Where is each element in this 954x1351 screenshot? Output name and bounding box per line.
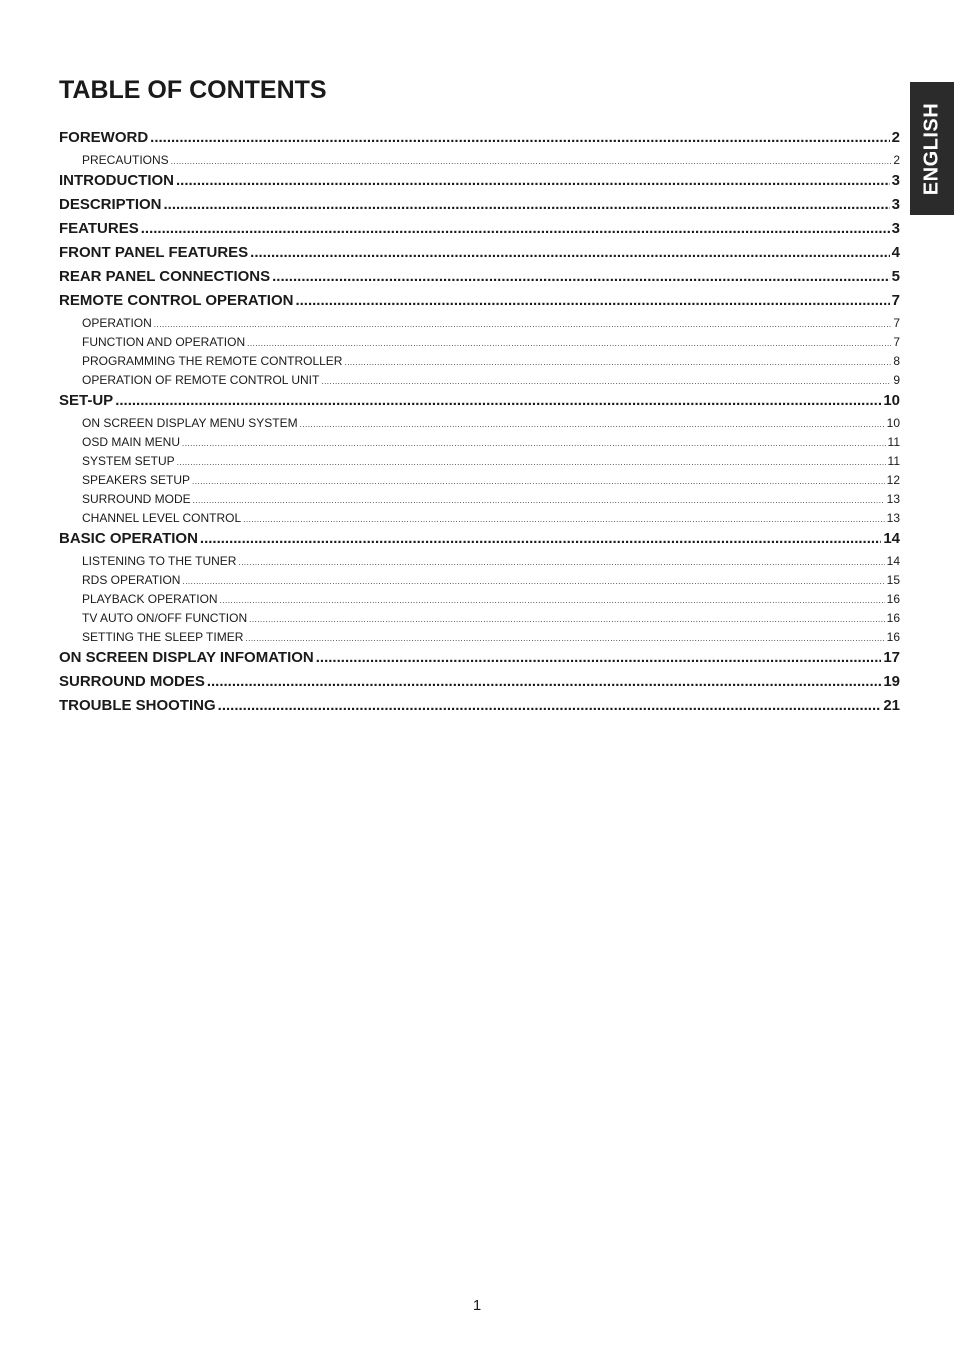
toc-entry-label: ON SCREEN DISPLAY MENU SYSTEM — [82, 416, 298, 430]
dot-leader — [238, 553, 884, 571]
dot-leader — [171, 152, 892, 170]
dot-leader — [164, 194, 890, 216]
toc-entry-page: 16 — [886, 592, 900, 606]
dot-leader — [321, 372, 891, 390]
toc-entry-label: PROGRAMMING THE REMOTE CONTROLLER — [82, 354, 343, 368]
toc-subsection-entry — [59, 552, 900, 571]
language-tab-label: ENGLISH — [920, 102, 943, 195]
toc-section-entry — [59, 528, 900, 552]
toc-entry-label: FUNCTION AND OPERATION — [82, 335, 246, 349]
toc-subsection-entry — [59, 590, 900, 609]
toc-entry-page: 13 — [886, 492, 900, 506]
toc-section-entry — [59, 242, 900, 266]
toc-entry-label: SURROUND MODES — [59, 673, 205, 690]
toc-entry-page: 11 — [887, 435, 900, 449]
dot-leader — [243, 510, 884, 528]
dot-leader — [316, 647, 882, 669]
dot-leader — [193, 491, 885, 509]
dot-leader — [344, 353, 891, 371]
toc-section-entry — [59, 266, 900, 290]
page-number: 1 — [472, 1297, 482, 1314]
toc-entry-page: 7 — [893, 335, 900, 349]
dot-leader — [247, 334, 891, 352]
toc-subsection-entry — [59, 490, 900, 509]
toc-entry-page: 3 — [891, 196, 900, 213]
dot-leader — [272, 266, 890, 288]
toc-subsection-entry — [59, 433, 900, 452]
toc-entry-page: 3 — [891, 220, 900, 237]
dot-leader — [141, 218, 890, 240]
toc-entry-label: FEATURES — [59, 220, 139, 237]
dot-leader — [182, 434, 886, 452]
toc-entry-label: TV AUTO ON/OFF FUNCTION — [82, 611, 248, 625]
toc-entry-page: 13 — [886, 511, 900, 525]
toc-entry-label: TROUBLE SHOOTING — [59, 697, 216, 714]
table-of-contents — [59, 127, 900, 719]
toc-entry-label: PLAYBACK OPERATION — [82, 592, 218, 606]
toc-subsection-entry — [59, 628, 900, 647]
toc-entry-label: INTRODUCTION — [59, 172, 174, 189]
toc-entry-label: REMOTE CONTROL OPERATION — [59, 292, 294, 309]
toc-entry-page: 7 — [891, 292, 900, 309]
toc-entry-label: OPERATION — [82, 316, 152, 330]
toc-subsection-entry — [59, 452, 900, 471]
dot-leader — [177, 453, 886, 471]
dot-leader — [218, 695, 882, 717]
dot-leader — [182, 572, 884, 590]
toc-subsection-entry — [59, 333, 900, 352]
toc-section-entry — [59, 194, 900, 218]
toc-entry-page: 14 — [883, 530, 900, 547]
dot-leader — [192, 472, 885, 490]
toc-entry-label: DESCRIPTION — [59, 196, 162, 213]
dot-leader — [200, 528, 881, 550]
toc-entry-label: BASIC OPERATION — [59, 530, 198, 547]
toc-entry-page: 2 — [891, 129, 900, 146]
toc-entry-label: SURROUND MODE — [82, 492, 191, 506]
toc-entry-label: PRECAUTIONS — [82, 153, 169, 167]
toc-entry-label: FRONT PANEL FEATURES — [59, 244, 249, 261]
toc-section-entry — [59, 647, 900, 671]
dot-leader — [154, 315, 892, 333]
toc-subsection-entry — [59, 471, 900, 490]
toc-entry-page: 10 — [886, 416, 900, 430]
toc-entry-page: 19 — [883, 673, 900, 690]
toc-entry-label: LISTENING TO THE TUNER — [82, 554, 237, 568]
dot-leader — [250, 242, 889, 264]
toc-entry-page: 12 — [886, 473, 900, 487]
toc-subsection-entry — [59, 571, 900, 590]
toc-entry-page: 7 — [893, 316, 900, 330]
toc-section-entry — [59, 127, 900, 151]
toc-entry-label: ON SCREEN DISPLAY INFOMATION — [59, 649, 314, 666]
toc-entry-page: 8 — [893, 354, 900, 368]
toc-section-entry — [59, 218, 900, 242]
dot-leader — [245, 629, 884, 647]
toc-entry-page: 14 — [886, 554, 900, 568]
dot-leader — [220, 591, 885, 609]
toc-entry-page: 4 — [891, 244, 900, 261]
toc-section-entry — [59, 290, 900, 314]
toc-entry-label: SYSTEM SETUP — [82, 454, 175, 468]
toc-entry-label: FOREWORD — [59, 129, 149, 146]
toc-section-entry — [59, 671, 900, 695]
toc-entry-page: 9 — [893, 373, 900, 387]
dot-leader — [150, 127, 889, 149]
toc-section-entry — [59, 170, 900, 194]
dot-leader — [249, 610, 885, 628]
toc-entry-page: 16 — [886, 630, 900, 644]
toc-entry-label: SETTING THE SLEEP TIMER — [82, 630, 244, 644]
toc-entry-page: 5 — [891, 268, 900, 285]
dot-leader — [176, 170, 890, 192]
toc-subsection-entry — [59, 314, 900, 333]
page-title: TABLE OF CONTENTS — [59, 76, 327, 104]
toc-subsection-entry — [59, 609, 900, 628]
toc-entry-page: 10 — [883, 392, 900, 409]
toc-entry-page: 3 — [891, 172, 900, 189]
toc-entry-label: SET-UP — [59, 392, 114, 409]
toc-entry-label: SPEAKERS SETUP — [82, 473, 191, 487]
dot-leader — [295, 290, 889, 312]
toc-section-entry — [59, 390, 900, 414]
toc-subsection-entry — [59, 371, 900, 390]
toc-subsection-entry — [59, 509, 900, 528]
dot-leader — [300, 415, 885, 433]
toc-entry-page: 21 — [883, 697, 900, 714]
toc-entry-label: CHANNEL LEVEL CONTROL — [82, 511, 242, 525]
toc-subsection-entry — [59, 414, 900, 433]
toc-entry-page: 2 — [893, 153, 900, 167]
language-tab — [910, 82, 954, 215]
dot-leader — [207, 671, 881, 693]
toc-entry-page: 17 — [883, 649, 900, 666]
toc-entry-page: 16 — [886, 611, 900, 625]
toc-entry-label: OSD MAIN MENU — [82, 435, 181, 449]
toc-subsection-entry — [59, 151, 900, 170]
dot-leader — [115, 390, 881, 412]
toc-entry-label: OPERATION OF REMOTE CONTROL UNIT — [82, 373, 320, 387]
toc-entry-label: RDS OPERATION — [82, 573, 181, 587]
toc-entry-page: 15 — [886, 573, 900, 587]
toc-entry-page: 11 — [887, 454, 900, 468]
toc-section-entry — [59, 695, 900, 719]
toc-entry-label: REAR PANEL CONNECTIONS — [59, 268, 271, 285]
toc-subsection-entry — [59, 352, 900, 371]
